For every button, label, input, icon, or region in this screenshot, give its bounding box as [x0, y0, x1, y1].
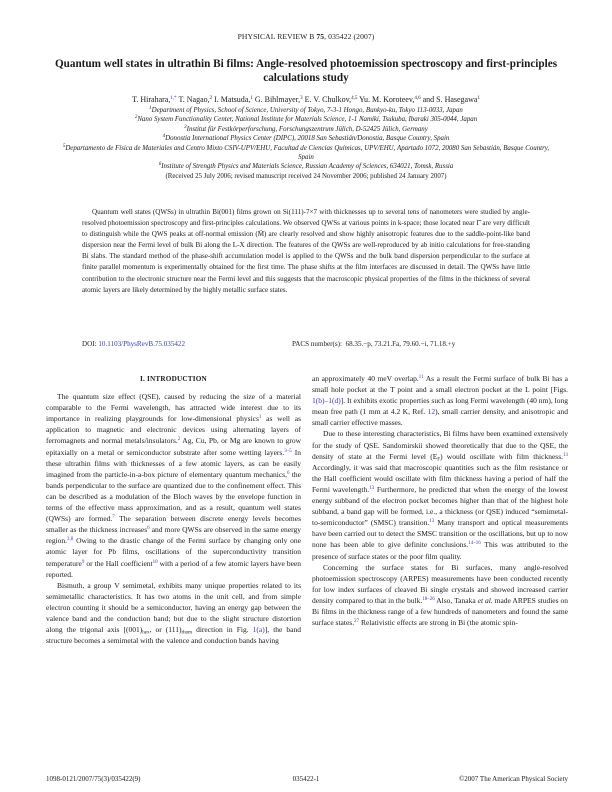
author: G. Bihlmayer,$^3$ [254, 95, 303, 104]
received-dates: (Received 25 July 2006; revised manuscript received 24 November 2006; published 24 January 2007) [165, 172, 447, 180]
author: Yu. M. Koroteev,$^{4,6}$ [359, 95, 421, 104]
citation-link[interactable]: 7 [112, 515, 115, 521]
citation-link[interactable]: 18–26 [422, 596, 435, 602]
footer-issn: 1098-0121/2007/75(3)/035422(9) [46, 775, 141, 783]
paragraph: Bismuth, a group V semimetal, exhibits many unique properties related to its semimetallic characteristics. It has two atoms in the unit cell, and from simple electron counting it should be a semiconductor, having an energy gap between the valence band and the conduction band; but due to the slight structure distortion along the trigonal axis [$(001)_{hex}$, or $(111)_{rhom}$ direction in Fig. 1(a)], the band structure becomes a semimetal with the valence and conduction bands having [46, 580, 302, 646]
abstract: Quantum well states (QWSs) in ultrathin Bi(001) films grown on Si(111)-7×7 with thicknesses up to several tens of nanometers were studied by angle-resolved photoemission spectroscopy and first-principles calculations. We observed QWSs at various points in k-space; those located near Γ̄ are very difficult to distinguish while the QWS peaks at off-normal emission (M̄) are clearly resolved and show highly anisotropic features due to the saddle-point-like band dispersion near the Fermi level of bulk Bi along the L-X direction. The features of the QWSs are well-reproduced by ab initio calculations for free-standing Bi slabs. The standard method of the phase-shift accumulation model is applied to the QWSs and the bulk band dispersion perpendicular to the surface at finite parallel momentum is experimentally obtained for the first time. The phase shifts at the film interfaces are discussed in detail. The QWSs have little contribution to the electronic structure near the Fermi level and this suggests that the macroscopic physical properties of the films in the thickness of several atomic layers are likely determined by the highly metallic surface states. [82, 208, 530, 294]
article-year: , 035422 (2007) [324, 32, 375, 41]
subscript: hex [142, 630, 150, 636]
page-number: 035422-1 [292, 775, 320, 783]
pacs-numbers: PACS number(s): 68.35.−p, 73.21.Fa, 79.60.−i, 71.18.+y [292, 340, 456, 348]
citation-link[interactable]: 6 [147, 526, 150, 532]
affiliations [40, 106, 572, 181]
citation-link[interactable]: 11 [418, 375, 424, 380]
right-column [312, 373, 568, 628]
left-column [46, 374, 301, 646]
author: I. Matsuda,$^1$ [214, 95, 253, 104]
author: T. Nagao,$^2$ [178, 95, 213, 104]
doi-pacs-row [82, 340, 530, 348]
subscript: rhom [181, 630, 193, 636]
paragraph: The quantum size effect (QSE), caused by reducing the size of a material comparable to the Fermi wavelength, has attracted wide interest due to its importance in realizing playgrounds for low-dimensional physics$^1$ as well as application to magnetic and electronic devices using alternating layers of ferromagnets and normal metals/insulators.$^2$ Ag, Cu, Pb, or Mg are known to grow epitaxially on a metal or semiconductor substrate after some wetting layers.$^{3-5}$ In these ultrathin films with thicknesses of a few atomic layers, as can be easily imagined from the particle-in-a-box picture of elementary quantum mechanics,$^6$ the bands perpendicular to the surface are quantized due to the confinement effect. This can be described as a modulation of the Bloch waves by the envelope function in terms of the effective mass approximation, and as a result, quantum well states (QWSs) are formed.$^7$ The separation between discrete energy levels becomes smaller as the thickness increases$^6$ and more QWSs are observed in the same energy region.$^{3,8}$ Owing to the drastic change of the Fermi surface by changing only one atomic layer for Pb films, oscillations of the superconductivity transition temperature$^9$ or the Hall coefficient$^{10}$ with a period of a few atomic layers have been reported. [46, 392, 302, 579]
section-heading: I. INTRODUCTION [140, 375, 207, 383]
citation-link[interactable]: 9 [81, 559, 85, 565]
doi-label: DOI: [82, 340, 97, 348]
citation-link[interactable]: 27 [354, 619, 360, 625]
citation-link[interactable]: 2 [177, 437, 181, 443]
affiliation: $^3$Institut für Festkörperforschung, Forschungszentrum Jülich, D-52425 Jülich, Germany [184, 124, 428, 133]
affiliation: $^2$Nano System Functionality Center, National Institute for Materials Science, 1-1 Namiki, Tsukuba, Ibaraki 305-0044, Japan [134, 115, 478, 124]
running-head [0, 32, 612, 41]
author: and S. Hasegawa$^1$ [422, 95, 480, 104]
reference-link[interactable]: 12 [427, 407, 436, 417]
doi-link[interactable]: 10.1103/PhysRevB.75.035422 [98, 340, 186, 348]
citation-link[interactable]: 6 [286, 470, 290, 476]
citation-link[interactable]: 14–16 [468, 541, 481, 547]
author-list [40, 95, 572, 105]
figure-link[interactable]: 1(b)–1(d) [312, 396, 341, 406]
citation-link[interactable]: 1 [258, 415, 262, 421]
citation-link[interactable]: 13 [429, 519, 435, 525]
copyright: ©2007 The American Physical Society [458, 775, 568, 783]
paragraph: an approximately 40 meV overlap.$^{11}$ As a result the Fermi surface of bulk Bi has a small hole pocket at the T point and a small electron pocket at the L point [Figs. 1(b)–1(d)]. It exhibits exotic properties such as long Fermi wavelength (40 nm), long mean free path (1 mm at 4.2 K, Ref. 12), small carrier density, and anisotropic and small carrier effective masses. [312, 374, 568, 428]
journal-name: PHYSICAL REVIEW B [237, 32, 315, 41]
citation-link[interactable]: 10 [152, 559, 158, 565]
volume: 75 [316, 32, 325, 41]
author: E. V. Chulkov,$^{4,5}$ [304, 95, 358, 104]
affiliation: $^4$Donostia International Physics Center (DIPC), 20018 San Sebastián/Donostia, Basque Country, Spain [162, 134, 450, 143]
author: T. Hirahara,$^{1,*}$ [132, 95, 177, 104]
paragraph: Due to these interesting characteristics, Bi films have been examined extensively for the study of QSE. Sandomirskii showed theoretically that due to the QSE, the density of state at the Fermi level $(E_F)$ would oscillate with film thickness.$^{13}$ Accordingly, it was said that macroscopic quantities such as the film resistance or the Hall coefficient would oscillate with film thickness having a period of half the Fermi wavelength.$^{13}$ Furthermore, he predicted that when the energy of the lowest energy subband of the electron pocket becomes higher than that of the highest hole subband, a band gap will be formed, i.e., a thickness (or QSE) induced “semimetal-to-semiconductor” (SMSC) transition.$^{13}$ Many transport and optical measurements have been carried out to detect the SMSC transition or the oscillations, but up to now none has been able to give definite conclusions.$^{14-16}$ This was attributed to the presence of surface states or the poor film quality. [312, 429, 568, 561]
paper-title: Quantum well states in ultrathin Bi films: Angle-resolved photoemission spectroscopy and first-principles calculations study [54, 58, 558, 84]
citation-link[interactable]: 13 [369, 485, 375, 491]
affiliation: $^5$Departamento de Física de Materiales and Centro Mixto CSIV-UPV/EHU, Facultad de Ciencias Químicas, UPV/EHU, Apartado 1072, 20080 San Sebastián, Basque Country, Spain [62, 143, 550, 162]
affiliation: $^1$Department of Physics, School of Science, University of Tokyo, 7-3-1 Hongo, Bunkyo-ku, Tokyo 113-0033, Japan [149, 106, 463, 114]
figure-link[interactable]: 1(a) [252, 625, 265, 635]
subscript: F [437, 457, 441, 463]
paragraph: Concerning the surface states for Bi surfaces, many angle-resolved photoemission spectroscopy (ARPES) measurements have been conducted recently for low index surfaces of cleaved Bi single crystals and showed increased carrier density compared to that in the bulk.$^{18-26}$ Also, Tanaka et al. made ARPES studies on Bi films in the thickness range of a few hundreds of nanometers and found the same surface states.$^{27}$ Relativistic effects are strong in Bi (the atomic spin- [312, 562, 568, 628]
citation-link[interactable]: 13 [563, 452, 568, 458]
citation-link[interactable]: 3–5 [284, 448, 292, 454]
citation-link[interactable]: 3,8 [67, 537, 74, 543]
affiliation: $^6$Institute of Strength Physics and Materials Science, Russian Academy of Sciences, 634021, Tomsk, Russia [158, 162, 454, 171]
emphasis: et al. [477, 595, 493, 605]
